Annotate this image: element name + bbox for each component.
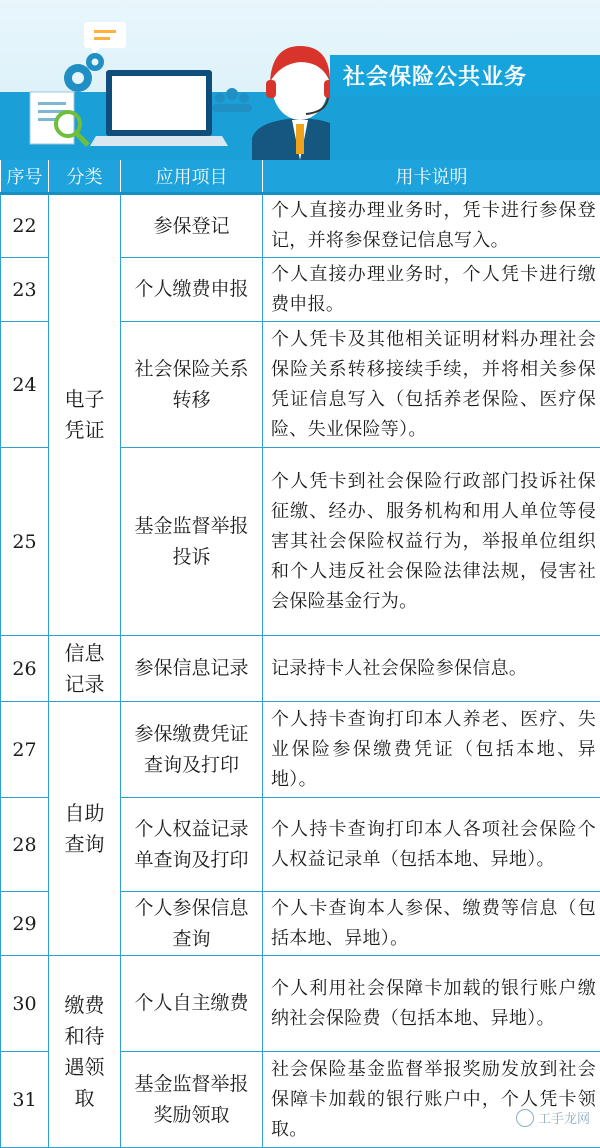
description-text: 个人凭卡及其他相关证明材料办理社会保险关系转移接续手续，并将相关参保凭证信息写入（包括养老保险、医疗保险、失业保险等）。 [271, 325, 596, 445]
row-number: 23 [1, 258, 49, 322]
row-number: 26 [1, 636, 49, 702]
description-text: 个人凭卡到社会保险行政部门投诉社保征缴、经办、服务机构和用人单位等侵害其社会保险权益行为，举报单位组织和个人违反社会保险法律法规，侵害社会保险基金行为。 [271, 467, 596, 617]
item-cell: 基金监督举报奖励领取 [121, 1052, 263, 1148]
category-cell [49, 194, 121, 636]
item-cell: 参保登记 [121, 194, 263, 258]
description-text: 个人直接办理业务时，凭卡进行参保登记，并将参保登记信息写入。 [271, 196, 596, 256]
chat-bubble-icon [84, 22, 126, 56]
header-banner [0, 0, 600, 160]
category-cell [49, 702, 121, 956]
category-label: 电子凭证 [63, 384, 107, 446]
description-cell [263, 636, 600, 702]
item-cell: 个人自主缴费 [121, 956, 263, 1052]
watermark [516, 1108, 590, 1127]
row-number: 27 [1, 702, 49, 798]
item-cell: 社会保险关系转移 [121, 322, 263, 448]
row-number: 28 [1, 798, 49, 892]
watermark-text: 工手龙网 [538, 1108, 590, 1127]
operator-avatar-icon [252, 46, 330, 160]
description-text: 个人利用社会保障卡加载的银行账户缴纳社会保险费（包括本地、异地）。 [271, 974, 596, 1034]
table-header-row [1, 160, 600, 194]
item-cell: 参保信息记录 [121, 636, 263, 702]
item-cell: 基金监督举报投诉 [121, 448, 263, 636]
row-number: 30 [1, 956, 49, 1052]
description-cell [263, 702, 600, 798]
item-cell: 个人参保信息查询 [121, 892, 263, 956]
col-header-category: 分类 [49, 160, 121, 194]
description-cell [263, 1052, 600, 1148]
row-number: 29 [1, 892, 49, 956]
description-text: 个人持卡查询打印本人养老、医疗、失业保险参保缴费凭证（包括本地、异地）。 [271, 705, 596, 795]
item-cell: 个人缴费申报 [121, 258, 263, 322]
people-icon [212, 88, 252, 112]
row-number: 25 [1, 448, 49, 636]
description-cell [263, 448, 600, 636]
description-cell [263, 956, 600, 1052]
table-row [1, 194, 600, 258]
category-label: 缴费和待遇领取 [63, 990, 107, 1114]
col-header-description: 用卡说明 [263, 160, 600, 194]
category-cell [49, 636, 121, 702]
description-cell [263, 798, 600, 892]
col-header-item: 应用项目 [121, 160, 263, 194]
description-cell [263, 322, 600, 448]
description-cell [263, 194, 600, 258]
description-cell [263, 258, 600, 322]
services-table [0, 160, 600, 1148]
description-text: 记录持卡人社会保险参保信息。 [271, 654, 596, 684]
description-text: 个人持卡查询打印本人各项社会保险个人权益记录单（包括本地、异地）。 [271, 815, 596, 875]
category-cell [49, 956, 121, 1148]
category-label: 自助查询 [63, 798, 107, 860]
item-cell: 参保缴费凭证查询及打印 [121, 702, 263, 798]
laptop-icon [90, 70, 228, 146]
description-text: 个人卡查询本人参保、缴费等信息（包括本地、异地）。 [271, 894, 596, 954]
category-label: 信息记录 [63, 638, 107, 700]
table-row [1, 702, 600, 798]
table-row [1, 636, 600, 702]
gear-icon [64, 53, 104, 92]
description-text: 个人直接办理业务时，个人凭卡进行缴费申报。 [271, 260, 596, 320]
banner-illustration [0, 0, 330, 160]
col-header-number: 序号 [1, 160, 49, 194]
page-title: 社会保险公共业务 [343, 60, 527, 91]
wechat-icon [516, 1109, 534, 1127]
row-number: 24 [1, 322, 49, 448]
item-cell: 个人权益记录单查询及打印 [121, 798, 263, 892]
description-cell [263, 892, 600, 956]
table-row [1, 956, 600, 1052]
description-text: 社会保险基金监督举报奖励发放到社会保障卡加载的银行账户中，个人凭卡领取。 [271, 1055, 596, 1145]
row-number: 22 [1, 194, 49, 258]
row-number: 31 [1, 1052, 49, 1148]
